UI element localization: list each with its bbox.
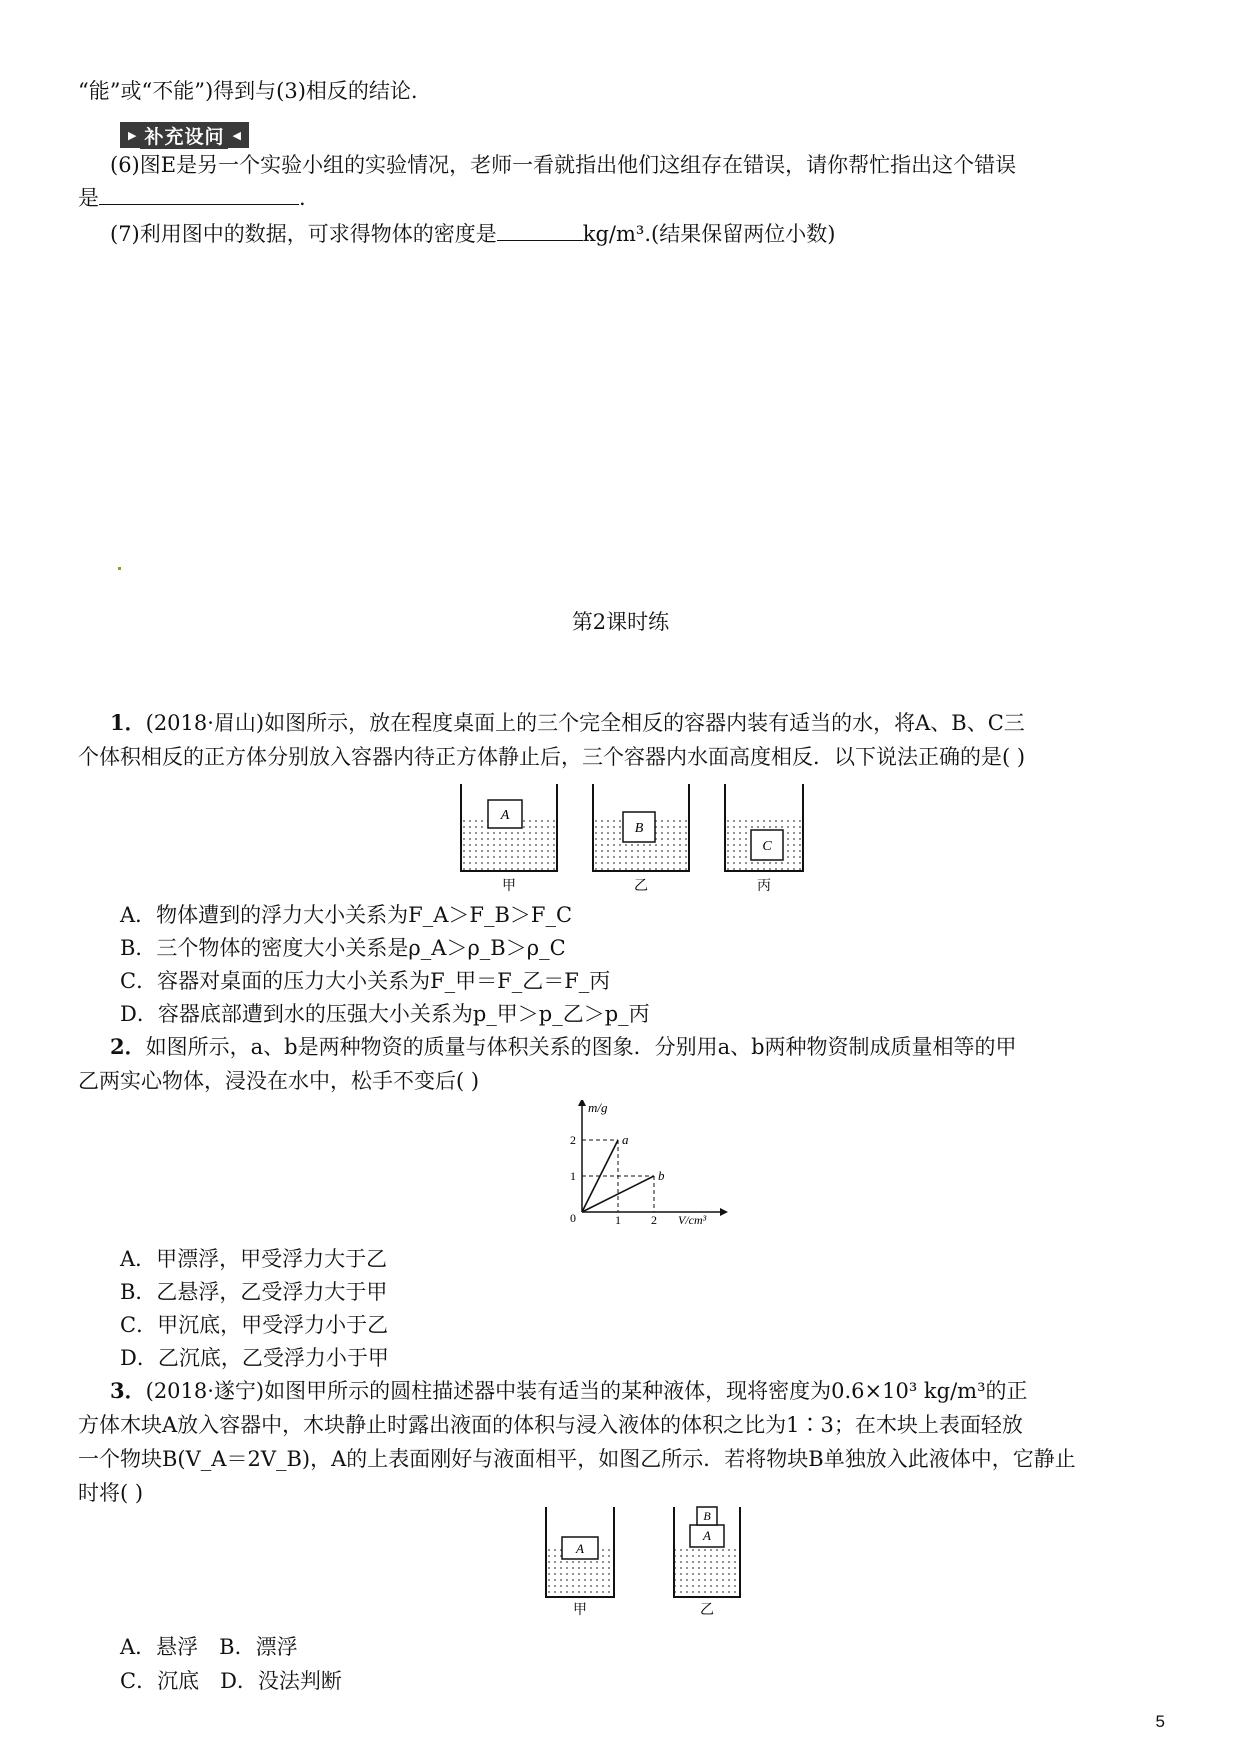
q2-line-2: 乙两实心物体，浸没在水中，松手不变后( ) (78, 1069, 480, 1093)
supplement-tag (120, 122, 249, 148)
q3-line-1 (110, 1376, 1028, 1406)
section-title: 第2课时练 (571, 610, 670, 634)
q1-container-yi (593, 784, 689, 871)
q3-container-yi (674, 1507, 740, 1597)
y-tick-label-2: 2 (570, 1133, 576, 1147)
top-line-1: “能”或“不能”)得到与(3)相反的结论. (78, 79, 418, 103)
q7-line (110, 219, 835, 249)
stray-mark (118, 567, 121, 570)
q3-label-yi: 乙 (700, 1602, 714, 1617)
q1-container-bing (725, 784, 803, 871)
q2-option-c[interactable]: C．甲沉底，甲受浮力小于乙 (120, 1313, 389, 1337)
q2-option-d[interactable]: D．乙沉底，乙受浮力小于甲 (120, 1346, 389, 1370)
q1-option-b[interactable]: B．三个物体的密度大小关系是ρ_A＞ρ_B＞ρ_C (120, 936, 566, 960)
q7-answer-blank[interactable] (497, 220, 583, 241)
q3-label-jia: 甲 (573, 1602, 587, 1617)
x-tick-label-1: 1 (615, 1213, 621, 1225)
q3-block-b: B (703, 1509, 711, 1523)
q1-block-b: B (634, 821, 644, 836)
x-tick-label-2: 2 (651, 1213, 657, 1225)
origin-label: 0 (570, 1211, 576, 1225)
q1-option-a[interactable]: A．物体遭到的浮力大小关系为F_A＞F_B＞F_C (120, 903, 573, 927)
q6-prefix: 是 (78, 186, 99, 210)
q2-option-b[interactable]: B．乙悬浮，乙受浮力大于甲 (120, 1280, 388, 1304)
q1-label-yi: 乙 (634, 878, 648, 894)
q1-text-1: (2018·眉山)如图所示，放在程度桌面上的三个完全相反的容器内装有适当的水，将A、B、C三 (145, 711, 1025, 735)
q6-end: . (299, 186, 306, 210)
q3-container-jia (546, 1507, 614, 1597)
series-b-label: b (658, 1168, 665, 1183)
triangle-right-icon: ▶ (128, 128, 137, 142)
q1-block-c: C (762, 839, 772, 854)
q3-line-3: 一个物块B(V_A＝2V_B)，A的上表面刚好与液面相平，如图乙所示．若将物块B单独放入此液体中，它静止 (78, 1447, 1076, 1471)
y-tick-label-1: 1 (570, 1169, 576, 1183)
q3-figure (540, 1505, 750, 1617)
y-axis-label: m/g (588, 1100, 608, 1115)
q1-line-2: 个体积相反的正方体分别放入容器内待正方体静止后，三个容器内水面高度相反．以下说法正确的是( ) (78, 745, 1026, 769)
y-axis-arrow-icon (578, 1100, 586, 1106)
q6-answer-blank[interactable] (99, 184, 299, 205)
x-axis-arrow-icon (720, 1208, 728, 1216)
q1-label-jia: 甲 (502, 878, 516, 894)
q6-line-1: (6)图E是另一个实验小组的实验情况，老师一看就指出他们这组存在错误，请你帮忙指出这个错误 (110, 153, 1017, 177)
q3-line-4: 时将( ) (78, 1481, 144, 1505)
q2-chart (560, 1100, 735, 1225)
q3-block-a-jia: A (576, 1541, 584, 1556)
q1-option-d[interactable]: D．容器底部遭到水的压强大小关系为p_甲＞p_乙＞p_丙 (120, 1002, 650, 1026)
q3-options-line-2[interactable]: C．沉底 D．没法判断 (120, 1669, 342, 1693)
q1-block-a: A (500, 808, 510, 823)
q6-line-2 (78, 183, 306, 213)
q3-line-2: 方体木块A放入容器中，木块静止时露出液面的体积与浸入液体的体积之比为1∶3；在木块上表面轻放 (78, 1413, 1023, 1437)
q1-option-c[interactable]: C．容器对桌面的压力大小关系为F_甲＝F_乙＝F_丙 (120, 969, 611, 993)
series-a-label: a (622, 1132, 629, 1147)
q2-text-1: 如图所示，a、b是两种物资的质量与体积关系的图象．分别用a、b两种物资制成质量相等的甲 (145, 1035, 1017, 1059)
q1-label-bing: 丙 (757, 878, 771, 894)
page-number: 5 (1155, 1712, 1165, 1731)
q7-suffix: kg/m³.(结果保留两位小数) (582, 222, 836, 246)
q1-number: 1． (110, 710, 146, 735)
triangle-left-icon: ◀ (232, 128, 241, 142)
q1-container-jia (461, 784, 557, 871)
q7-prefix: (7)利用图中的数据，可求得物体的密度是 (110, 222, 497, 246)
tag-label: 补充设问 (140, 122, 228, 149)
q3-text-1: (2018·遂宁)如图甲所示的圆柱描述器中装有适当的某种液体，现将密度为0.6×10³ kg/m³的正 (145, 1379, 1028, 1403)
q2-option-a[interactable]: A．甲漂浮，甲受浮力大于乙 (120, 1247, 388, 1271)
q1-figure (455, 782, 805, 894)
q2-line-1 (110, 1032, 1017, 1062)
x-axis-label: V/cm³ (678, 1213, 707, 1225)
q3-options-line-1[interactable]: A．悬浮 B．漂浮 (120, 1635, 298, 1659)
q3-block-a-yi: A (703, 1528, 711, 1543)
q2-number: 2． (110, 1034, 146, 1059)
q3-number: 3． (110, 1378, 146, 1403)
q1-line-1 (110, 708, 1025, 738)
